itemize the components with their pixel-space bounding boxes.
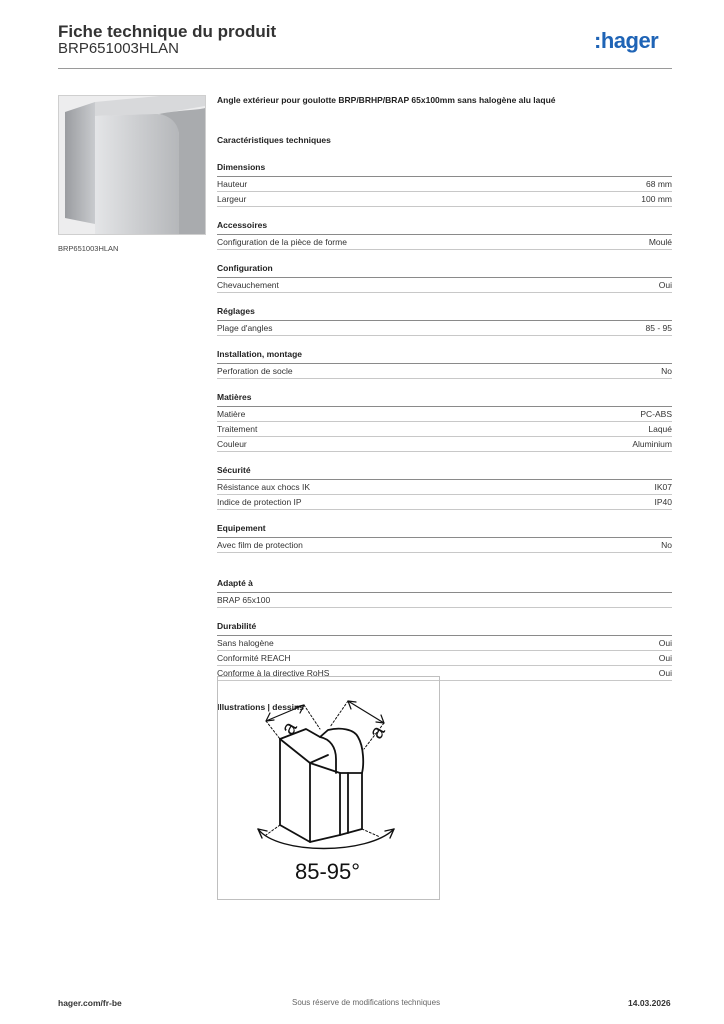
hager-logo: :hager xyxy=(594,28,659,53)
spec-label: Matière xyxy=(217,409,246,419)
spec-row xyxy=(217,593,672,608)
section-reglages xyxy=(217,293,672,336)
spec-content xyxy=(217,95,672,712)
section-title: Sécurité xyxy=(217,465,251,475)
spec-row xyxy=(217,422,672,437)
section-title: Adapté à xyxy=(217,578,253,588)
image-caption: BRP651003HLAN xyxy=(58,244,119,253)
spec-value: 85 - 95 xyxy=(645,323,672,333)
angle-label: 85-95° xyxy=(295,859,361,884)
spec-label: Indice de protection IP xyxy=(217,497,302,507)
section-title: Durabilité xyxy=(217,621,257,631)
spec-label: Avec film de protection xyxy=(217,540,303,550)
footer-website: hager.com/fr-be xyxy=(58,998,122,1008)
spec-value: Aluminium xyxy=(632,439,672,449)
section-title: Configuration xyxy=(217,263,273,273)
section-equipement xyxy=(217,510,672,553)
section-matieres xyxy=(217,379,672,452)
spec-row xyxy=(217,364,672,379)
spec-row xyxy=(217,177,672,192)
spec-row xyxy=(217,538,672,553)
spec-label: Largeur xyxy=(217,194,247,204)
spec-value: IP40 xyxy=(654,497,672,507)
section-title: Accessoires xyxy=(217,220,268,230)
spec-row xyxy=(217,278,672,293)
spec-row xyxy=(217,321,672,336)
section-installation xyxy=(217,336,672,379)
section-configuration xyxy=(217,250,672,293)
spec-row xyxy=(217,480,672,495)
tech-heading: Caractéristiques techniques xyxy=(217,135,331,145)
spec-label: Perforation de socle xyxy=(217,366,293,376)
product-description: Angle extérieur pour goulotte BRP/BRHP/BRAP 65x100mm sans halogène alu laqué xyxy=(217,95,556,105)
spec-value: Oui xyxy=(658,280,672,290)
spec-row xyxy=(217,407,672,422)
section-durabilite xyxy=(217,608,672,681)
spec-value: PC-ABS xyxy=(640,409,672,419)
footer-date: 14.03.2026 xyxy=(628,998,671,1008)
spec-label: Hauteur xyxy=(217,179,248,189)
technical-drawing xyxy=(217,676,440,900)
spec-label: BRAP 65x100 xyxy=(217,595,271,605)
spec-row xyxy=(217,235,672,250)
spec-value: 68 mm xyxy=(646,179,672,189)
spec-label: Résistance aux chocs IK xyxy=(217,482,311,492)
spec-row xyxy=(217,437,672,452)
section-dimensions xyxy=(217,149,672,207)
spec-value: No xyxy=(661,540,672,550)
illustrations-title: Illustrations | dessins xyxy=(217,702,304,712)
section-title: Equipement xyxy=(217,523,266,533)
section-securite xyxy=(217,452,672,510)
product-photo-icon xyxy=(59,96,205,234)
section-accessoires xyxy=(217,207,672,250)
spec-value: IK07 xyxy=(654,482,672,492)
dimension-label-a: a xyxy=(277,718,302,739)
spec-label: Chevauchement xyxy=(217,280,279,290)
spec-value: Oui xyxy=(658,653,672,663)
page-title: Fiche technique du produit xyxy=(58,22,277,41)
spec-value: No xyxy=(661,366,672,376)
footer-notice: Sous réserve de modifications techniques xyxy=(292,998,441,1007)
product-image xyxy=(58,95,206,235)
section-title: Dimensions xyxy=(217,162,266,172)
spec-label: Conforme à la directive RoHS xyxy=(217,668,330,678)
section-title: Matières xyxy=(217,392,252,402)
section-adapte xyxy=(217,565,672,608)
spec-value: Laqué xyxy=(648,424,672,434)
spec-row xyxy=(217,651,672,666)
spec-value: 100 mm xyxy=(641,194,672,204)
angle-drawing-icon xyxy=(218,677,439,899)
spec-label: Configuration de la pièce de forme xyxy=(217,237,347,247)
spec-label: Sans halogène xyxy=(217,638,274,648)
spec-label: Conformité REACH xyxy=(217,653,291,663)
spec-value: Oui xyxy=(658,638,672,648)
spec-value: Oui xyxy=(658,668,672,678)
header-divider xyxy=(58,68,672,69)
spec-row xyxy=(217,192,672,207)
product-reference: BRP651003HLAN xyxy=(58,40,179,57)
spec-value: Moulé xyxy=(648,237,672,247)
section-title: Installation, montage xyxy=(217,349,303,359)
section-title: Réglages xyxy=(217,306,255,316)
spec-row xyxy=(217,636,672,651)
spec-label: Couleur xyxy=(217,439,247,449)
spec-label: Traitement xyxy=(217,424,258,434)
spec-row xyxy=(217,495,672,510)
spec-label: Plage d'angles xyxy=(217,323,273,333)
dimension-label-a: a xyxy=(365,722,390,743)
